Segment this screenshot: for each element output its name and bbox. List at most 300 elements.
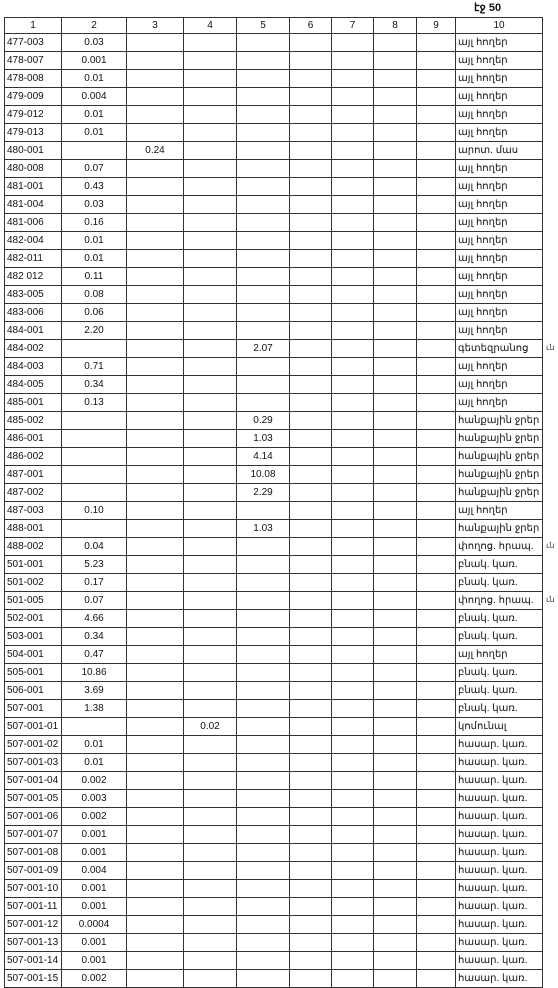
area-value-cell [374, 214, 417, 232]
table-row [5, 700, 543, 718]
area-value-cell [290, 952, 332, 970]
parcel-code-cell: 507-001-11 [5, 898, 62, 916]
area-value-cell [237, 772, 290, 790]
land-use-cell: հասար. կառ. [456, 898, 543, 916]
area-value-cell [237, 862, 290, 880]
area-value-cell [332, 304, 374, 322]
area-value-cell [332, 772, 374, 790]
column-header: 7 [332, 18, 374, 34]
land-use-cell: այլ հողեր [456, 52, 543, 70]
area-value-cell: 0.02 [184, 718, 237, 736]
parcel-code-cell: 485-002 [5, 412, 62, 430]
area-value-cell [237, 304, 290, 322]
area-value-cell [127, 430, 184, 448]
area-value-cell [290, 124, 332, 142]
land-use-cell: բնակ. կառ. [456, 700, 543, 718]
table-row [5, 160, 543, 178]
area-value-cell [127, 592, 184, 610]
area-value-cell [237, 628, 290, 646]
area-value-cell [237, 664, 290, 682]
area-value-cell: 0.07 [62, 160, 127, 178]
area-value-cell [184, 574, 237, 592]
table-row [5, 790, 543, 808]
area-value-cell: 0.001 [62, 934, 127, 952]
area-value-cell [184, 394, 237, 412]
area-value-cell [184, 628, 237, 646]
land-use-cell: բնակ. կառ. [456, 610, 543, 628]
area-value-cell [127, 160, 184, 178]
area-value-cell [184, 808, 237, 826]
parcel-code-cell: 505-001 [5, 664, 62, 682]
area-value-cell [417, 574, 456, 592]
land-use-cell: գետեզրանոց [456, 340, 543, 358]
area-value-cell [374, 574, 417, 592]
area-value-cell: 0.001 [62, 898, 127, 916]
table-row [5, 862, 543, 880]
parcel-code-cell: 507-001-12 [5, 916, 62, 934]
table-row [5, 70, 543, 88]
column-number-header-row [5, 18, 543, 34]
area-value-cell [417, 286, 456, 304]
land-use-cell: հասար. կառ. [456, 808, 543, 826]
area-value-cell [184, 412, 237, 430]
land-use-cell: այլ հողեր [456, 286, 543, 304]
area-value-cell [417, 736, 456, 754]
area-value-cell [127, 376, 184, 394]
column-header: 8 [374, 18, 417, 34]
area-value-cell [62, 484, 127, 502]
table-row [5, 124, 543, 142]
area-value-cell [184, 214, 237, 232]
area-value-cell [332, 394, 374, 412]
area-value-cell [127, 196, 184, 214]
area-value-cell [62, 466, 127, 484]
area-value-cell [374, 556, 417, 574]
land-use-cell: այլ հողեր [456, 268, 543, 286]
land-use-cell: այլ հողեր [456, 214, 543, 232]
table-row [5, 538, 543, 556]
table-row [5, 394, 543, 412]
area-value-cell [237, 394, 290, 412]
area-value-cell [332, 664, 374, 682]
area-value-cell: 10.86 [62, 664, 127, 682]
area-value-cell [290, 52, 332, 70]
area-value-cell [332, 124, 374, 142]
area-value-cell [374, 124, 417, 142]
area-value-cell [290, 736, 332, 754]
area-value-cell [290, 34, 332, 52]
table-row [5, 682, 543, 700]
area-value-cell [290, 826, 332, 844]
area-value-cell [237, 106, 290, 124]
parcel-code-cell: 487-001 [5, 466, 62, 484]
area-value-cell [184, 538, 237, 556]
area-value-cell [127, 934, 184, 952]
area-value-cell [417, 718, 456, 736]
area-value-cell: 1.38 [62, 700, 127, 718]
table-row [5, 340, 543, 358]
parcel-code-cell: 507-001-03 [5, 754, 62, 772]
land-use-cell: հասար. կառ. [456, 970, 543, 988]
area-value-cell [184, 70, 237, 88]
area-value-cell [237, 160, 290, 178]
area-value-cell [184, 736, 237, 754]
area-value-cell [374, 484, 417, 502]
area-value-cell [237, 574, 290, 592]
area-value-cell [374, 628, 417, 646]
land-use-cell: հասար. կառ. [456, 952, 543, 970]
parcel-code-cell: 483-005 [5, 286, 62, 304]
area-value-cell [184, 268, 237, 286]
area-value-cell: 1.03 [237, 430, 290, 448]
land-use-cell: այլ հողեր [456, 160, 543, 178]
area-value-cell [374, 808, 417, 826]
area-value-cell [184, 592, 237, 610]
land-use-cell: հասար. կառ. [456, 934, 543, 952]
area-value-cell [237, 556, 290, 574]
area-value-cell [332, 682, 374, 700]
land-use-cell: այլ հողեր [456, 124, 543, 142]
land-use-cell: բնակ. կառ. [456, 628, 543, 646]
area-value-cell [184, 556, 237, 574]
area-value-cell [127, 448, 184, 466]
parcel-code-cell: 507-001-07 [5, 826, 62, 844]
parcel-code-cell: 502-001 [5, 610, 62, 628]
area-value-cell [237, 970, 290, 988]
area-value-cell [417, 142, 456, 160]
parcel-code-cell: 507-001-10 [5, 880, 62, 898]
area-value-cell [290, 430, 332, 448]
area-value-cell [127, 700, 184, 718]
table-row [5, 610, 543, 628]
land-use-cell: այլ հողեր [456, 106, 543, 124]
area-value-cell [290, 772, 332, 790]
area-value-cell [374, 646, 417, 664]
parcel-code-cell: 504-001 [5, 646, 62, 664]
area-value-cell [184, 340, 237, 358]
area-value-cell [290, 592, 332, 610]
area-value-cell [374, 916, 417, 934]
area-value-cell [127, 790, 184, 808]
area-value-cell [332, 952, 374, 970]
land-use-cell: այլ հողեր [456, 358, 543, 376]
area-value-cell [332, 916, 374, 934]
parcel-code-cell: 503-001 [5, 628, 62, 646]
land-use-cell: այլ հողեր [456, 376, 543, 394]
area-value-cell [290, 466, 332, 484]
area-value-cell [374, 790, 417, 808]
area-value-cell [127, 862, 184, 880]
area-value-cell [332, 196, 374, 214]
area-value-cell [332, 736, 374, 754]
area-value-cell: 0.11 [62, 268, 127, 286]
area-value-cell [184, 178, 237, 196]
table-row [5, 664, 543, 682]
parcel-code-cell: 485-001 [5, 394, 62, 412]
land-use-cell: այլ հողեր [456, 646, 543, 664]
land-use-cell: հասար. կառ. [456, 844, 543, 862]
area-value-cell [62, 430, 127, 448]
area-value-cell [374, 862, 417, 880]
area-value-cell [417, 268, 456, 286]
area-value-cell [290, 916, 332, 934]
parcel-code-cell: 507-001-09 [5, 862, 62, 880]
area-value-cell [332, 88, 374, 106]
area-value-cell [237, 142, 290, 160]
table-row [5, 502, 543, 520]
area-value-cell [184, 970, 237, 988]
table-row [5, 556, 543, 574]
parcel-code-cell: 507-001-01 [5, 718, 62, 736]
area-value-cell [332, 826, 374, 844]
area-value-cell [184, 88, 237, 106]
table-row [5, 412, 543, 430]
land-use-cell: հասար. կառ. [456, 736, 543, 754]
area-value-cell [290, 70, 332, 88]
area-value-cell [332, 898, 374, 916]
area-value-cell [237, 538, 290, 556]
land-use-cell: այլ հողեր [456, 250, 543, 268]
area-value-cell [417, 754, 456, 772]
land-use-cell: փողոց. հրապ. [456, 538, 543, 556]
area-value-cell: 0.003 [62, 790, 127, 808]
margin-annotation: ւն [546, 594, 555, 604]
area-value-cell [332, 646, 374, 664]
table-row [5, 826, 543, 844]
area-value-cell [127, 340, 184, 358]
area-value-cell [417, 664, 456, 682]
area-value-cell [184, 52, 237, 70]
area-value-cell [237, 322, 290, 340]
area-value-cell [417, 682, 456, 700]
table-row [5, 178, 543, 196]
area-value-cell [374, 322, 417, 340]
area-value-cell [417, 628, 456, 646]
table-row [5, 466, 543, 484]
table-row [5, 574, 543, 592]
area-value-cell [290, 646, 332, 664]
area-value-cell [237, 196, 290, 214]
table-row [5, 880, 543, 898]
table-row [5, 322, 543, 340]
parcel-code-cell: 488-001 [5, 520, 62, 538]
area-value-cell [290, 862, 332, 880]
area-value-cell [62, 340, 127, 358]
area-value-cell [237, 214, 290, 232]
area-value-cell [237, 736, 290, 754]
land-use-cell: այլ հողեր [456, 88, 543, 106]
area-value-cell [374, 898, 417, 916]
area-value-cell [127, 952, 184, 970]
area-value-cell: 4.66 [62, 610, 127, 628]
area-value-cell [127, 250, 184, 268]
area-value-cell [290, 538, 332, 556]
area-value-cell: 0.004 [62, 862, 127, 880]
area-value-cell [374, 664, 417, 682]
area-value-cell [127, 88, 184, 106]
area-value-cell [237, 88, 290, 106]
table-row [5, 376, 543, 394]
area-value-cell [374, 970, 417, 988]
area-value-cell [290, 142, 332, 160]
area-value-cell [332, 592, 374, 610]
area-value-cell [374, 142, 417, 160]
area-value-cell [127, 232, 184, 250]
area-value-cell [184, 772, 237, 790]
margin-annotation: ւն [546, 342, 555, 352]
area-value-cell [237, 232, 290, 250]
area-value-cell [184, 484, 237, 502]
area-value-cell [184, 322, 237, 340]
area-value-cell [332, 502, 374, 520]
area-value-cell [332, 34, 374, 52]
area-value-cell [417, 232, 456, 250]
area-value-cell [290, 898, 332, 916]
area-value-cell [374, 412, 417, 430]
area-value-cell [374, 736, 417, 754]
land-use-cell: այլ հողեր [456, 322, 543, 340]
area-value-cell [417, 898, 456, 916]
area-value-cell [237, 952, 290, 970]
parcel-code-cell: 479-013 [5, 124, 62, 142]
area-value-cell [417, 34, 456, 52]
parcel-code-cell: 481-004 [5, 196, 62, 214]
area-value-cell: 0.01 [62, 106, 127, 124]
area-value-cell: 0.08 [62, 286, 127, 304]
area-value-cell [290, 250, 332, 268]
area-value-cell [127, 736, 184, 754]
table-row [5, 898, 543, 916]
area-value-cell: 2.29 [237, 484, 290, 502]
area-value-cell [417, 610, 456, 628]
area-value-cell: 0.03 [62, 34, 127, 52]
parcel-code-cell: 480-008 [5, 160, 62, 178]
area-value-cell [184, 700, 237, 718]
area-value-cell [332, 412, 374, 430]
area-value-cell [62, 448, 127, 466]
area-value-cell [237, 376, 290, 394]
area-value-cell: 0.03 [62, 196, 127, 214]
area-value-cell [332, 808, 374, 826]
column-header: 2 [62, 18, 127, 34]
table-row [5, 628, 543, 646]
area-value-cell [127, 412, 184, 430]
area-value-cell [374, 70, 417, 88]
land-use-cell: հանքային ջրեր [456, 430, 543, 448]
area-value-cell [374, 268, 417, 286]
parcel-code-cell: 507-001-06 [5, 808, 62, 826]
area-value-cell [332, 934, 374, 952]
area-value-cell [332, 862, 374, 880]
parcel-code-cell: 484-001 [5, 322, 62, 340]
area-value-cell [127, 718, 184, 736]
area-value-cell [332, 538, 374, 556]
area-value-cell [332, 52, 374, 70]
area-value-cell [237, 52, 290, 70]
area-value-cell [184, 880, 237, 898]
area-value-cell [184, 34, 237, 52]
area-value-cell [374, 286, 417, 304]
area-value-cell [332, 70, 374, 88]
area-value-cell [184, 952, 237, 970]
area-value-cell: 3.69 [62, 682, 127, 700]
area-value-cell [184, 358, 237, 376]
area-value-cell [184, 466, 237, 484]
area-value-cell [374, 88, 417, 106]
area-value-cell [237, 826, 290, 844]
page-number-label: էջ 50 [474, 2, 502, 14]
area-value-cell [127, 898, 184, 916]
area-value-cell [290, 844, 332, 862]
area-value-cell: 0.001 [62, 880, 127, 898]
area-value-cell [374, 304, 417, 322]
area-value-cell [184, 898, 237, 916]
area-value-cell [417, 106, 456, 124]
area-value-cell [127, 808, 184, 826]
area-value-cell [417, 340, 456, 358]
area-value-cell: 0.07 [62, 592, 127, 610]
area-value-cell [184, 754, 237, 772]
area-value-cell [290, 376, 332, 394]
area-value-cell [374, 232, 417, 250]
area-value-cell [374, 700, 417, 718]
area-value-cell [237, 934, 290, 952]
area-value-cell [417, 448, 456, 466]
parcel-code-cell: 479-012 [5, 106, 62, 124]
area-value-cell: 0.24 [127, 142, 184, 160]
land-use-cell: հասար. կառ. [456, 772, 543, 790]
area-value-cell [417, 160, 456, 178]
area-value-cell [290, 664, 332, 682]
area-value-cell [417, 646, 456, 664]
area-value-cell [374, 106, 417, 124]
area-value-cell: 0.10 [62, 502, 127, 520]
land-use-cell: հասար. կառ. [456, 880, 543, 898]
area-value-cell [374, 178, 417, 196]
area-value-cell [374, 772, 417, 790]
table-row [5, 88, 543, 106]
land-use-cell: այլ հողեր [456, 196, 543, 214]
parcel-code-cell: 507-001-13 [5, 934, 62, 952]
land-use-cell: արոտ. մաս [456, 142, 543, 160]
area-value-cell [417, 124, 456, 142]
area-value-cell: 0.71 [62, 358, 127, 376]
table-row [5, 520, 543, 538]
area-value-cell [184, 448, 237, 466]
area-value-cell: 0.002 [62, 772, 127, 790]
area-value-cell [290, 214, 332, 232]
area-value-cell: 2.07 [237, 340, 290, 358]
ledger-body [5, 34, 543, 988]
parcel-code-cell: 487-003 [5, 502, 62, 520]
area-value-cell [184, 286, 237, 304]
table-row [5, 772, 543, 790]
area-value-cell [237, 898, 290, 916]
land-use-cell: բնակ. կառ. [456, 682, 543, 700]
area-value-cell [290, 700, 332, 718]
area-value-cell: 0.29 [237, 412, 290, 430]
area-value-cell [417, 844, 456, 862]
area-value-cell: 0.06 [62, 304, 127, 322]
land-use-cell: փողոց. հրապ. [456, 592, 543, 610]
area-value-cell [237, 592, 290, 610]
area-value-cell: 0.002 [62, 970, 127, 988]
area-value-cell [184, 916, 237, 934]
area-value-cell [417, 880, 456, 898]
area-value-cell [290, 232, 332, 250]
area-value-cell: 0.13 [62, 394, 127, 412]
area-value-cell [374, 826, 417, 844]
